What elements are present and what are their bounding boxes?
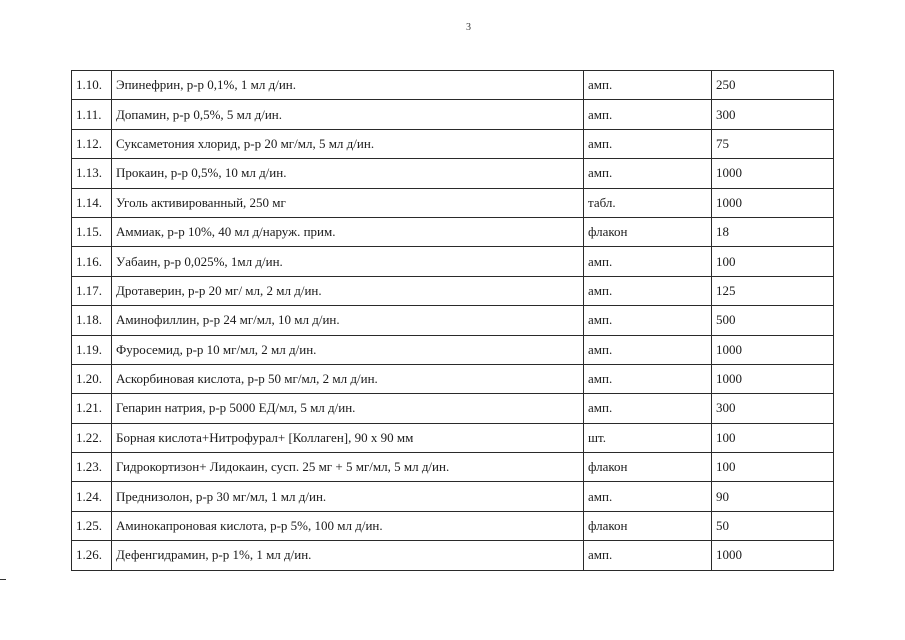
quantity-cell: 1000 xyxy=(712,364,834,393)
medication-name-cell: Эпинефрин, р-р 0,1%, 1 мл д/ин. xyxy=(112,71,584,100)
medication-name-cell: Гепарин натрия, р-р 5000 ЕД/мл, 5 мл д/ин. xyxy=(112,394,584,423)
page-number: 3 xyxy=(466,22,471,33)
row-number-cell: 1.19. xyxy=(72,335,112,364)
quantity-cell: 1000 xyxy=(712,541,834,570)
row-number-cell: 1.24. xyxy=(72,482,112,511)
unit-cell: флакон xyxy=(584,511,712,540)
medication-name-cell: Уголь активированный, 250 мг xyxy=(112,188,584,217)
quantity-cell: 1000 xyxy=(712,188,834,217)
quantity-cell: 500 xyxy=(712,306,834,335)
medication-name-cell: Преднизолон, р-р 30 мг/мл, 1 мл д/ин. xyxy=(112,482,584,511)
medication-name-cell: Допамин, р-р 0,5%, 5 мл д/ин. xyxy=(112,100,584,129)
medication-name-cell: Дротаверин, р-р 20 мг/ мл, 2 мл д/ин. xyxy=(112,276,584,305)
table-row xyxy=(72,100,834,129)
medication-name-cell: Аммиак, р-р 10%, 40 мл д/наруж. прим. xyxy=(112,217,584,246)
margin-mark xyxy=(0,579,6,580)
row-number-cell: 1.13. xyxy=(72,159,112,188)
quantity-cell: 18 xyxy=(712,217,834,246)
quantity-cell: 100 xyxy=(712,247,834,276)
quantity-cell: 100 xyxy=(712,423,834,452)
medication-name-cell: Аскорбиновая кислота, р-р 50 мг/мл, 2 мл д/ин. xyxy=(112,364,584,393)
unit-cell: амп. xyxy=(584,247,712,276)
unit-cell: амп. xyxy=(584,306,712,335)
row-number-cell: 1.20. xyxy=(72,364,112,393)
medication-name-cell: Фуросемид, р-р 10 мг/мл, 2 мл д/ин. xyxy=(112,335,584,364)
medication-name-cell: Уабаин, р-р 0,025%, 1мл д/ин. xyxy=(112,247,584,276)
unit-cell: амп. xyxy=(584,541,712,570)
medication-name-cell: Прокаин, р-р 0,5%, 10 мл д/ин. xyxy=(112,159,584,188)
quantity-cell: 1000 xyxy=(712,159,834,188)
medication-name-cell: Дефенгидрамин, р-р 1%, 1 мл д/ин. xyxy=(112,541,584,570)
row-number-cell: 1.15. xyxy=(72,217,112,246)
medication-name-cell: Гидрокортизон+ Лидокаин, сусп. 25 мг + 5 мг/мл, 5 мл д/ин. xyxy=(112,453,584,482)
unit-cell: флакон xyxy=(584,453,712,482)
unit-cell: табл. xyxy=(584,188,712,217)
unit-cell: амп. xyxy=(584,394,712,423)
row-number-cell: 1.17. xyxy=(72,276,112,305)
unit-cell: флакон xyxy=(584,217,712,246)
medication-table-body xyxy=(72,71,834,571)
row-number-cell: 1.26. xyxy=(72,541,112,570)
table-row xyxy=(72,364,834,393)
table-row xyxy=(72,159,834,188)
table-row xyxy=(72,453,834,482)
row-number-cell: 1.25. xyxy=(72,511,112,540)
medication-name-cell: Аминофиллин, р-р 24 мг/мл, 10 мл д/ин. xyxy=(112,306,584,335)
row-number-cell: 1.14. xyxy=(72,188,112,217)
unit-cell: амп. xyxy=(584,100,712,129)
medication-table xyxy=(71,70,834,571)
table-row xyxy=(72,335,834,364)
row-number-cell: 1.12. xyxy=(72,129,112,158)
unit-cell: амп. xyxy=(584,364,712,393)
medication-name-cell: Аминокапроновая кислота, р-р 5%, 100 мл д/ин. xyxy=(112,511,584,540)
quantity-cell: 75 xyxy=(712,129,834,158)
table-row xyxy=(72,247,834,276)
table-row xyxy=(72,511,834,540)
quantity-cell: 50 xyxy=(712,511,834,540)
table-row xyxy=(72,217,834,246)
quantity-cell: 100 xyxy=(712,453,834,482)
table-row xyxy=(72,188,834,217)
quantity-cell: 300 xyxy=(712,394,834,423)
medication-name-cell: Борная кислота+Нитрофурал+ [Коллаген], 90 х 90 мм xyxy=(112,423,584,452)
table-row xyxy=(72,394,834,423)
medication-name-cell: Суксаметония хлорид, р-р 20 мг/мл, 5 мл д/ин. xyxy=(112,129,584,158)
row-number-cell: 1.18. xyxy=(72,306,112,335)
table-row xyxy=(72,71,834,100)
row-number-cell: 1.10. xyxy=(72,71,112,100)
row-number-cell: 1.23. xyxy=(72,453,112,482)
table-row xyxy=(72,306,834,335)
unit-cell: амп. xyxy=(584,159,712,188)
table-row xyxy=(72,423,834,452)
unit-cell: амп. xyxy=(584,482,712,511)
quantity-cell: 250 xyxy=(712,71,834,100)
quantity-cell: 300 xyxy=(712,100,834,129)
row-number-cell: 1.22. xyxy=(72,423,112,452)
table-row xyxy=(72,541,834,570)
table-row xyxy=(72,482,834,511)
table-row xyxy=(72,276,834,305)
quantity-cell: 1000 xyxy=(712,335,834,364)
unit-cell: амп. xyxy=(584,129,712,158)
row-number-cell: 1.16. xyxy=(72,247,112,276)
quantity-cell: 125 xyxy=(712,276,834,305)
quantity-cell: 90 xyxy=(712,482,834,511)
unit-cell: шт. xyxy=(584,423,712,452)
unit-cell: амп. xyxy=(584,71,712,100)
table-row xyxy=(72,129,834,158)
unit-cell: амп. xyxy=(584,276,712,305)
unit-cell: амп. xyxy=(584,335,712,364)
row-number-cell: 1.11. xyxy=(72,100,112,129)
row-number-cell: 1.21. xyxy=(72,394,112,423)
